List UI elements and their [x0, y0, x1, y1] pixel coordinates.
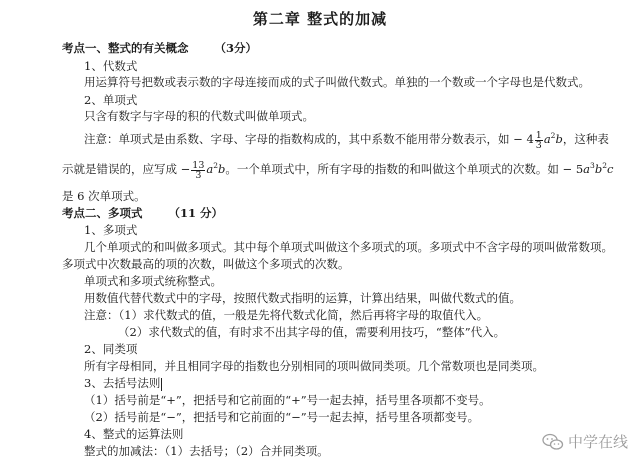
- section-score-1: （3分）: [214, 41, 258, 55]
- watermark: [542, 431, 628, 452]
- item-heading: 2、单项式: [84, 93, 138, 107]
- fraction-denominator: 3: [195, 169, 202, 181]
- item-heading: 4、整式的运算法则: [84, 427, 184, 441]
- note-text: 注意：单项式是由系数、字母、字母的指数构成的，其中系数不能用带分数表示，如 − 4: [84, 132, 534, 146]
- paragraph: 用数值代替代数式中的字母，按照代数式指明的运算，计算出结果，叫做代数式的值。: [84, 291, 521, 305]
- fraction-denominator: 3: [535, 139, 542, 151]
- watermark-text: 中学在线: [567, 433, 628, 451]
- item-heading: 1、多项式: [84, 223, 138, 237]
- paragraph: （2）括号前是“−”，把括号和它前面的“−”号一起去掉，括号里各项都变号。: [84, 410, 480, 424]
- note-text: ，这种表: [562, 132, 609, 146]
- paragraph: 是 6 次单项式。: [62, 189, 146, 203]
- paragraph: （2）求代数式的值，有时求不出其字母的值，需要利用技巧，“整体”代入。: [118, 325, 506, 339]
- paragraph: 多项式中次数最高的项的次数，叫做这个多项式的次数。: [62, 257, 350, 271]
- paragraph: （1）括号前是“+”，把括号和它前面的“+”号一起去掉，括号里各项都不变号。: [84, 393, 491, 407]
- fraction: [535, 131, 543, 150]
- item-heading: [84, 375, 162, 391]
- item-heading: 2、同类项: [84, 342, 138, 356]
- note-line: 示就是错误的，应写成 − $\frac{13}{3}$ $a^2b$。一个单项式中，所有字母的指数的和叫做这个单项式的次数。如 − $5a^3b^2c$: [62, 159, 614, 181]
- text-cursor: [161, 378, 162, 391]
- note-text: 示就是错误的，应写成 −: [62, 162, 191, 176]
- paragraph: 几个单项式的和叫做多项式。其中每个单项式叫做这个多项式的项。多项式中不含字母的项叫做常数项。: [84, 240, 613, 254]
- paragraph: 所有字母相同，并且相同字母的指数也分别相同的项叫做同类项。几个常数项也是同类项。: [84, 359, 544, 373]
- section-heading-1: [62, 40, 257, 56]
- paragraph: 整式的加减法：（1）去括号；（2）合并同类项。: [84, 444, 329, 458]
- fraction-numerator: 1: [535, 129, 542, 141]
- fraction-numerator: 13: [192, 159, 205, 171]
- section-heading-2-text: 考点二、多项式: [62, 206, 143, 220]
- paragraph: 注意：（1）求代数式的值，一般是先将代数式化简，然后再将字母的取值代入。: [84, 308, 489, 322]
- item-heading-text: 3、去括号法则: [84, 376, 161, 390]
- wechat-icon: [542, 433, 564, 451]
- paragraph: 用运算符号把数或表示数的字母连接而成的式子叫做代数式。单独的一个数或一个字母也是代数式。: [84, 75, 590, 89]
- note-text: 。一个单项式中，所有字母的指数的和叫做这个单项式的次数。如 − 5: [225, 162, 584, 176]
- fraction: [191, 161, 205, 180]
- section-heading-2: [62, 205, 223, 221]
- item-heading: 1、代数式: [84, 59, 138, 73]
- paragraph: 单项式和多项式统称整式。: [84, 274, 222, 288]
- section-score-2: （11 分）: [168, 206, 224, 220]
- page-title: 第二章 整式的加减: [252, 10, 388, 28]
- section-heading-1-text: 考点一、整式的有关概念: [62, 41, 189, 55]
- note-line: 注意：单项式是由系数、字母、字母的指数构成的，其中系数不能用带分数表示，如 − 4 $\frac{1}{3}$ $a^2b$，这种表: [84, 129, 609, 151]
- paragraph: 只含有数字与字母的积的代数式叫做单项式。: [84, 109, 314, 123]
